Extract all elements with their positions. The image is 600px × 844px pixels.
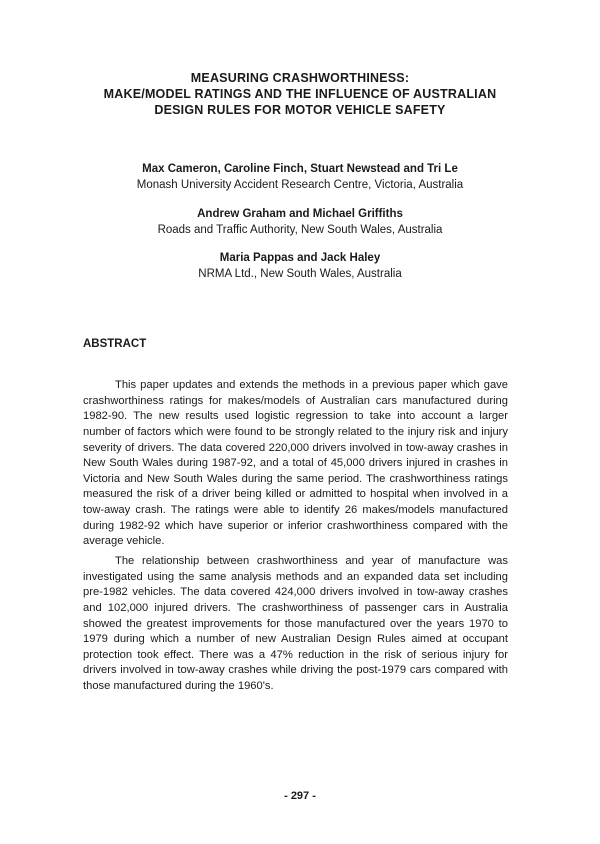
abstract-paragraph-1: This paper updates and extends the methods in a previous paper which gave crashworthiness ratings for makes/models of Australian cars manufactured during 1982-90. The new results used logistic regression to take into account a larger number of factors which were found to be strongly related to the injury risk and injury severity of drivers. The data covered 220,000 drivers involved in tow-away crashes in New South Wales during 1987-92, and a total of 45,000 drivers injured in crashes in Victoria and New South Wales during the same period. The crashworthiness ratings measured the risk of a driver being killed or admitted to hospital when involved in a tow-away crash. The ratings were able to identify 26 makes/models manufactured during 1982-92 which have superior or inferior crashworthiness compared with the average vehicle. bbox=[83, 379, 508, 548]
author-group-nrma bbox=[60, 250, 540, 282]
author-affiliation: Monash University Accident Research Centre, Victoria, Australia bbox=[136, 179, 464, 191]
title-line-1: MEASURING CRASHWORTHINESS: bbox=[190, 71, 410, 85]
author-affiliation: Roads and Traffic Authority, New South Wales, Australia bbox=[157, 224, 443, 236]
paper-title bbox=[60, 70, 540, 118]
title-line-2: MAKE/MODEL RATINGS AND THE INFLUENCE OF AUSTRALIAN bbox=[103, 87, 497, 101]
abstract-heading: ABSTRACT bbox=[83, 338, 147, 350]
author-group-monash bbox=[60, 161, 540, 193]
author-group-rta bbox=[60, 206, 540, 238]
page-number: - 297 - bbox=[284, 790, 316, 802]
author-names: Maria Pappas and Jack Haley bbox=[219, 252, 381, 264]
abstract-paragraph-2: The relationship between crashworthiness and year of manufacture was investigated using the same analysis methods and an expanded data set including pre-1982 vehicles. The data covered 424,000 drivers involved in tow-away crashes and 102,000 injured drivers. The crashworthiness of passenger cars in Australia showed the greatest improvements for those manufactured over the years 1970 to 1979 during which a number of new Australian Design Rules aimed at occupant protection took effect. There was a 47% reduction in the risk of serious injury for drivers involved in tow-away crashes while driving the post-1979 cars compared with those manufactured during the 1960's. bbox=[83, 555, 508, 692]
author-names: Andrew Graham and Michael Griffiths bbox=[197, 208, 403, 220]
author-affiliation: NRMA Ltd., New South Wales, Australia bbox=[198, 268, 402, 280]
title-line-3: DESIGN RULES FOR MOTOR VEHICLE SAFETY bbox=[154, 103, 446, 117]
author-names: Max Cameron, Caroline Finch, Stuart Newstead and Tri Le bbox=[142, 163, 458, 175]
